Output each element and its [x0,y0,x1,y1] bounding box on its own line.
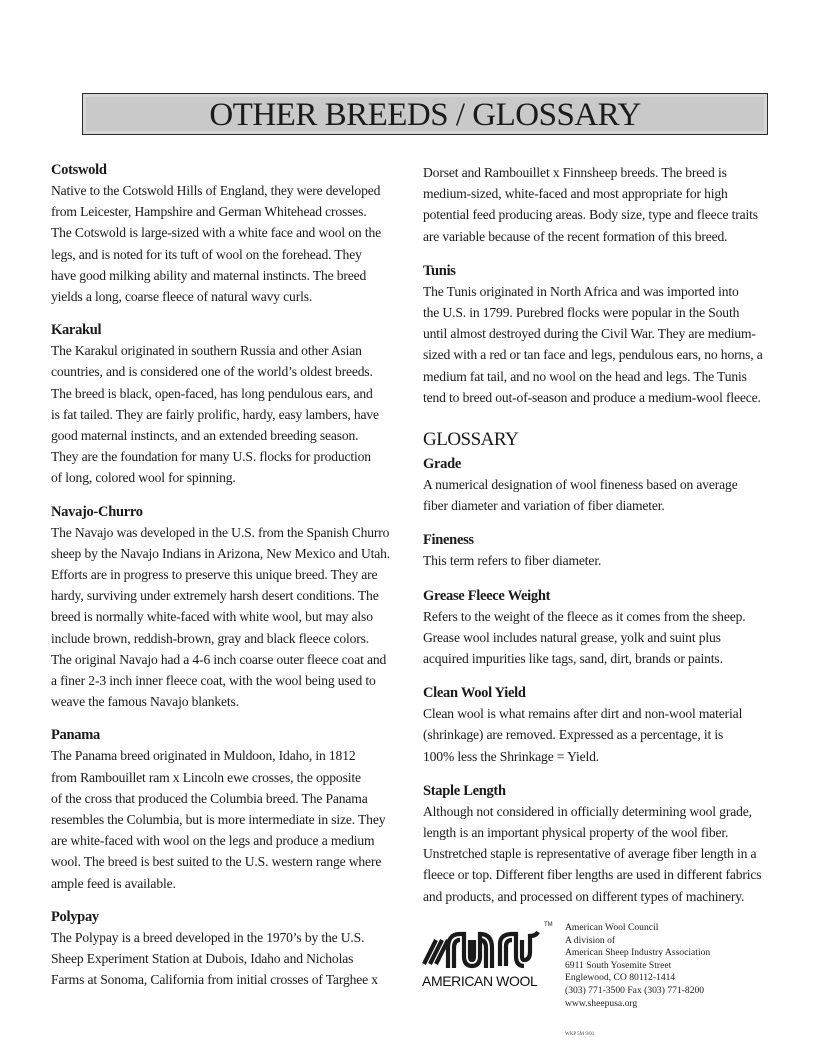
glossary-term-fineness [423,530,773,571]
page-title: OTHER BREEDS / GLOSSARY [209,97,641,133]
breed-section-tunis [423,261,773,408]
phone-fax: (303) 771-3500 Fax (303) 771-8200 [565,984,705,996]
breed-title: Polypay [51,908,99,925]
term-definition: Clean wool is what remains after dirt and non-wool material (shrinkage) are removed. Expressed as a percentage, it is 100% less the Shrinkage = Yield. [423,706,743,764]
wool-wave-icon [420,926,544,972]
breed-description: The Polypay is a breed developed in the 1970’s by the U.S. Sheep Experiment Station at Dubois, Idaho and Nicholas Farms at Sonoma, California from initial crosses of Targhee x [51,929,378,988]
breed-title: Cotswold [51,162,107,178]
left-column [51,160,396,1004]
breed-section-panama [51,725,396,893]
breed-description: Native to the Cotswold Hills of England, they were developed from Leicester, Hampshire and German Whitehead crosses. The Cotswold is large-sized with a white face and wool on the legs, and is noted for its tuft of wool on the forehead. They have good milking ability and maternal instincts. The breed yields a long, coarse fleece of natural wavy curls. [51,183,381,305]
parent-org: American Sheep Industry Association [565,947,711,959]
breed-title: Karakul [51,322,102,339]
street-address: 6911 South Yosemite Street [565,959,672,971]
breed-description: The Karakul originated in southern Russia and other Asian countries, and is considered one of the world’s oldest breeds. The breed is black, open-faced, has long pendulous ears, and is fat tailed. They are fairly prolific, hardy, easy lambers, have good maternal instincts, and an extended breeding season. They are the foundation for many U.S. flocks for production of long, colored wool for spinning. [51,343,379,486]
address-block [565,922,710,1010]
breed-section-karakul [51,320,396,488]
glossary-term-grease-fleece-weight [423,586,773,670]
glossary-heading: GLOSSARY [423,429,519,451]
breed-description: The Navajo was developed in the U.S. from the Spanish Churro sheep by the Navajo Indians in Arizona, New Mexico and Utah. Efforts are in progress to preserve this unique breed. They are hardy, surviving under extremely harsh desert conditions. The breed is normally white-faced with white wool, but may also include brown, reddish-brown, gray and black fleece colors. The original Navajo had a 4-6 inch coarse outer fleece coat and a finer 2-3 inch inner fleece coat, with the wool being used to weave the famous Navajo blankets. [51,524,391,710]
term-title: Grease Fleece Weight [423,587,551,604]
term-title: Fineness [423,532,474,549]
logo-text: AMERICAN WOOL [422,973,538,989]
glossary-term-staple-length [423,781,773,907]
american-wool-logo [420,926,550,996]
term-title: Clean Wool Yield [423,685,526,702]
term-definition: Although not considered in officially determining wool grade, length is an important physical property of the wool fiber. Unstretched staple is representative of average fiber length in a fleece or top. Different fiber lengths are used in different fabrics and products, and processed on different types of machinery. [423,803,762,904]
breed-section-polypay [51,907,396,991]
breed-title: Tunis [423,262,456,279]
title-banner [82,93,768,135]
right-column [423,162,773,921]
print-code: WKP 5M 9/01 [565,1032,595,1037]
term-title: Grade [423,456,461,473]
breed-description: The Tunis originated in North Africa and was imported into the U.S. in 1799. Purebred flocks were popular in the South until almost destroyed during the Civil War. They are medium- sized with a red or tan face and legs, pendulous ears, no horns, a medium fat tail, and no wool on the head and legs. The Tunis tend to breed out-of-season and produce a medium-wool fleece. [423,283,763,405]
footer [420,922,780,1042]
breed-section-cotswold [51,160,396,307]
glossary-term-grade [423,454,773,516]
trademark-mark: TM [544,922,553,928]
breed-title: Panama [51,727,100,744]
term-definition: A numerical designation of wool fineness based on average fiber diameter and variation of fiber diameter. [423,477,738,514]
term-definition: Refers to the weight of the fleece as it comes from the sheep. Grease wool includes natural grease, yolk and suint plus acquired impurities like tags, sand, dirt, brands or paints. [423,608,746,667]
glossary-term-clean-wool-yield [423,683,773,767]
org-division: A division of [565,934,616,946]
breed-description: Dorset and Rambouillet x Finnsheep breeds. The breed is medium-sized, white-faced and most appropriate for high potential feed producing areas. Body size, type and fleece traits are variable because of the recent formation of this breed. [423,165,758,244]
breed-section-navajo-churro [51,502,396,713]
breed-title: Navajo-Churro [51,503,143,520]
breed-description: The Panama breed originated in Muldoon, Idaho, in 1812 from Rambouillet ram x Lincoln ewe crosses, the opposite of the cross that produced the Columbia breed. The Panama resembles the Columbia, but is more intermediate in size. They are white-faced with wool on the legs and produce a medium wool. The breed is best suited to the U.S. western range where ample feed is available. [51,748,386,891]
term-title: Staple Length [423,782,506,799]
breed-section-polypay-continued [423,162,773,247]
org-name: American Wool Council [565,922,659,933]
website: www.sheepusa.org [565,997,638,1009]
city-state-zip: Englewood, CO 80112-1414 [565,972,676,984]
term-definition: This term refers to fiber diameter. [423,553,602,569]
